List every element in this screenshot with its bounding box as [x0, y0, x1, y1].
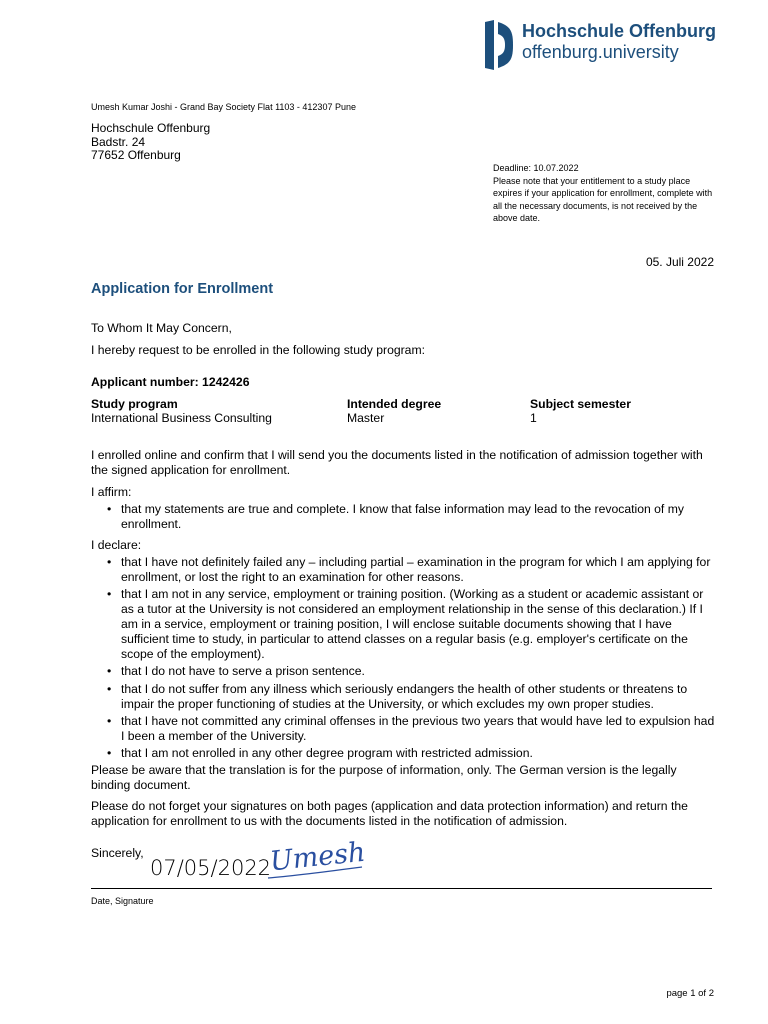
- declare-heading: I declare:: [91, 538, 142, 552]
- list-item: • that I do not suffer from any illness which seriously endangers the health of other students or threatens to impair the proper functioning of studies at the University, or which excludes my own proper studies.: [91, 682, 716, 712]
- confirmation-paragraph: I enrolled online and confirm that I will send you the documents listed in the notification of admission together with the signed application for enrollment.: [91, 448, 703, 477]
- list-item: • that I do not have to serve a prison sentence.: [91, 664, 716, 679]
- list-item: • that I have not definitely failed any – including partial – examination in the program for which I am applying for enrollment, or lost the right to an examination for other reasons.: [91, 555, 716, 585]
- table-cell-study-program: International Business Consulting: [91, 411, 272, 425]
- declare-list: [91, 555, 716, 763]
- list-item: • that I am not enrolled in any other degree program with restricted admission.: [91, 746, 716, 761]
- request-text: I hereby request to be enrolled in the following study program:: [91, 343, 425, 357]
- sender-address-line: Umesh Kumar Joshi - Grand Bay Society Flat 1103 - 412307 Pune: [91, 102, 356, 112]
- closing: Sincerely,: [91, 846, 144, 860]
- recipient-line-1: Hochschule Offenburg: [91, 121, 211, 135]
- deadline-label: Deadline: 10.07.2022: [493, 163, 579, 173]
- recipient-address: [91, 122, 210, 163]
- deadline-note: Please note that your entitlement to a study place expires if your application for enrollment, complete with all the necessary documents, is not received by the above date.: [493, 175, 713, 223]
- letter-date: 05. Juli 2022: [645, 255, 714, 269]
- translation-note: Please be aware that the translation is for the purpose of information, only. The German version is the legally binding document.: [91, 763, 677, 792]
- list-item: • that I have not committed any criminal offenses in the previous two years that would have led to expulsion had I been a member of the University.: [91, 714, 716, 744]
- list-item: • that my statements are true and complete. I know that false information may lead to the revocation of my enrollment.: [91, 502, 716, 532]
- handwritten-signature: [264, 834, 372, 884]
- signature-line: [91, 888, 712, 889]
- affirm-list: [91, 502, 716, 534]
- applicant-number: Applicant number: 1242426: [91, 375, 250, 389]
- signature-reminder: Please do not forget your signatures on both pages (application and data protection information) and return the application for enrollment to us with the documents listed in the notification of admission.: [91, 799, 688, 828]
- signature-caption: Date, Signature: [91, 896, 154, 906]
- program-table: [91, 397, 716, 429]
- table-header-intended-degree: Intended degree: [347, 397, 442, 411]
- deadline-notice: [493, 162, 718, 225]
- recipient-line-2: Badstr. 24: [91, 134, 146, 149]
- table-header-subject-semester: Subject semester: [530, 397, 631, 411]
- signature-text: Umesh: [268, 836, 367, 878]
- logo-title: Hochschule Offenburg: [522, 21, 717, 41]
- page-number: page 1 of 2: [666, 988, 714, 999]
- table-cell-subject-semester: 1: [530, 411, 537, 425]
- signature-date: 07/05/2022: [150, 856, 272, 880]
- university-logo: [484, 20, 734, 70]
- logo-subtitle: offenburg.university: [522, 42, 679, 62]
- hochschule-logo-icon: [484, 20, 514, 70]
- document-title: Application for Enrollment: [91, 281, 274, 297]
- affirm-heading: I affirm:: [91, 485, 132, 499]
- table-header-study-program: Study program: [91, 397, 178, 411]
- table-cell-intended-degree: Master: [347, 411, 385, 425]
- list-item: • that I am not in any service, employment or training position. (Working as a student or academic assistant or as a tutor at the University is not considered an employment relationship in the sense of this declaration.) If I am in a service, employment or training position, I will enclose suitable documents showing that I have sufficient time to study, in particular to attend classes on a regular basis (e.g. employer's certificate on the scope of the employment).: [91, 587, 716, 662]
- recipient-line-3: 77652 Offenburg: [91, 148, 181, 162]
- salutation: To Whom It May Concern,: [91, 321, 232, 335]
